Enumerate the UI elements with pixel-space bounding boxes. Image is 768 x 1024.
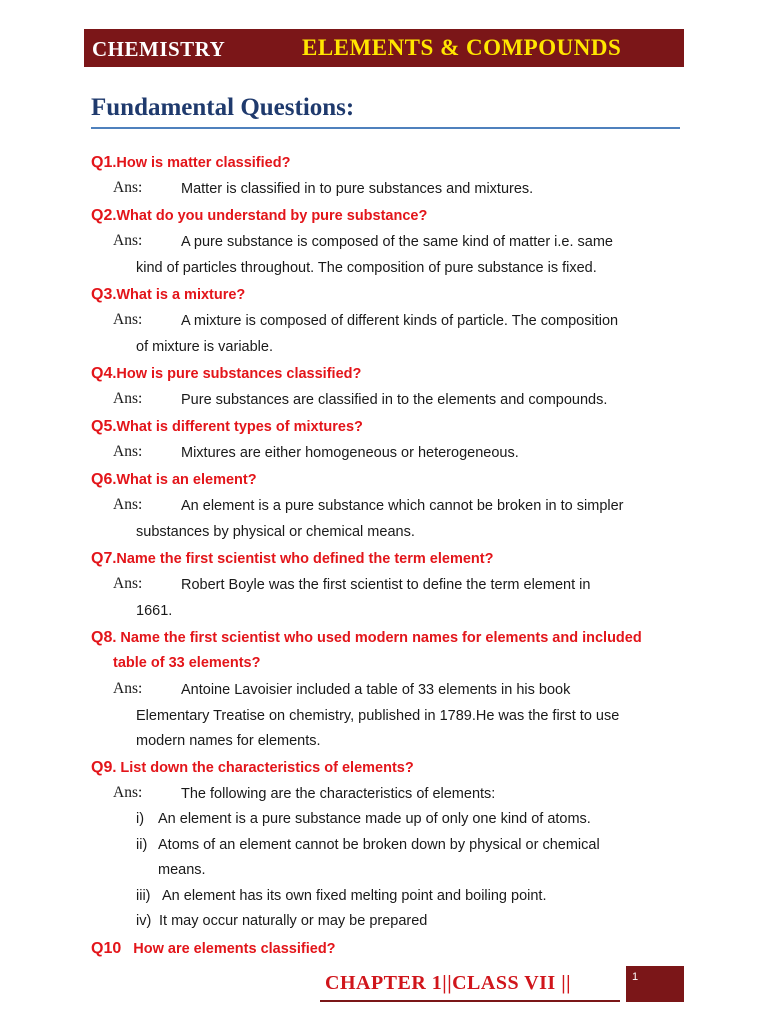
answer-1-line: Matter is classified in to pure substances and mixtures. (181, 181, 534, 197)
question-3: Q3.What is a mixture? (91, 286, 246, 303)
question-4: Q4.How is pure substances classified? (91, 365, 362, 382)
answer-8-line: Antoine Lavoisier included a table of 33 elements in his book (181, 682, 571, 698)
answer-6-line: substances by physical or chemical means. (136, 524, 415, 540)
answer-3-line: A mixture is composed of different kinds of particle. The composition (181, 313, 619, 329)
answer-label: Ans: (113, 680, 143, 697)
topic-banner (262, 29, 684, 67)
question-2: Q2.What do you understand by pure substance? (91, 207, 428, 224)
list-marker: i) (136, 811, 145, 827)
question-7: Q7.Name the first scientist who defined the term element? (91, 550, 494, 567)
answer-6-line: An element is a pure substance which cannot be broken in to simpler (181, 498, 624, 514)
list-item-text: It may occur naturally or may be prepared (159, 913, 428, 929)
question-10: Q10 How are elements classified? (91, 940, 336, 957)
list-item-text: Atoms of an element cannot be broken down by physical or chemical (158, 837, 600, 853)
list-marker: iii) (136, 888, 151, 904)
title-divider (91, 127, 680, 129)
page-number: 1 (632, 971, 639, 983)
answer-3-line: of mixture is variable. (136, 339, 273, 355)
topic-label: ELEMENTS & COMPOUNDS (302, 35, 622, 60)
page-number-box (626, 966, 684, 1002)
question-5: Q5.What is different types of mixtures? (91, 418, 363, 435)
answer-4-line: Pure substances are classified in to the elements and compounds. (181, 392, 608, 408)
answer-2-line: A pure substance is composed of the same kind of matter i.e. same (181, 234, 613, 250)
answer-label: Ans: (113, 575, 143, 592)
question-9: Q9. List down the characteristics of elements? (91, 759, 414, 776)
page-header (84, 29, 684, 69)
answer-label: Ans: (113, 443, 143, 460)
answer-label: Ans: (113, 390, 143, 407)
footer-divider (320, 1000, 620, 1002)
list-item-text: An element is a pure substance made up of only one kind of atoms. (158, 811, 591, 827)
list-marker: iv) (136, 913, 152, 929)
answer-label: Ans: (113, 232, 143, 249)
question-6: Q6.What is an element? (91, 471, 257, 488)
subject-banner (84, 29, 262, 67)
answer-5-line: Mixtures are either homogeneous or heterogeneous. (181, 445, 519, 461)
answer-2-line: kind of particles throughout. The composition of pure substance is fixed. (136, 260, 597, 276)
answer-7-line: 1661. (136, 603, 173, 619)
answer-8-line: Elementary Treatise on chemistry, published in 1789.He was the first to use (136, 708, 620, 724)
list-marker: ii) (136, 837, 148, 853)
answer-label: Ans: (113, 496, 143, 513)
answer-8-line: modern names for elements. (136, 733, 321, 749)
list-item-text: means. (158, 862, 206, 878)
answer-label: Ans: (113, 784, 143, 801)
question-1: Q1.How is matter classified? (91, 154, 291, 171)
question-8: Q8. Name the first scientist who used modern names for elements and included (91, 629, 642, 646)
subject-label: CHEMISTRY (92, 37, 226, 61)
list-item-text: An element has its own fixed melting point and boiling point. (162, 888, 547, 904)
footer-chapter-label: CHAPTER 1||CLASS VII || (325, 972, 572, 994)
answer-7-line: Robert Boyle was the first scientist to define the term element in (181, 577, 591, 593)
question-8-continued: table of 33 elements? (113, 655, 261, 671)
answer-label: Ans: (113, 311, 143, 328)
answer-9-line: The following are the characteristics of elements: (181, 786, 496, 802)
answer-label: Ans: (113, 179, 143, 196)
page-title: Fundamental Questions: (91, 94, 355, 121)
